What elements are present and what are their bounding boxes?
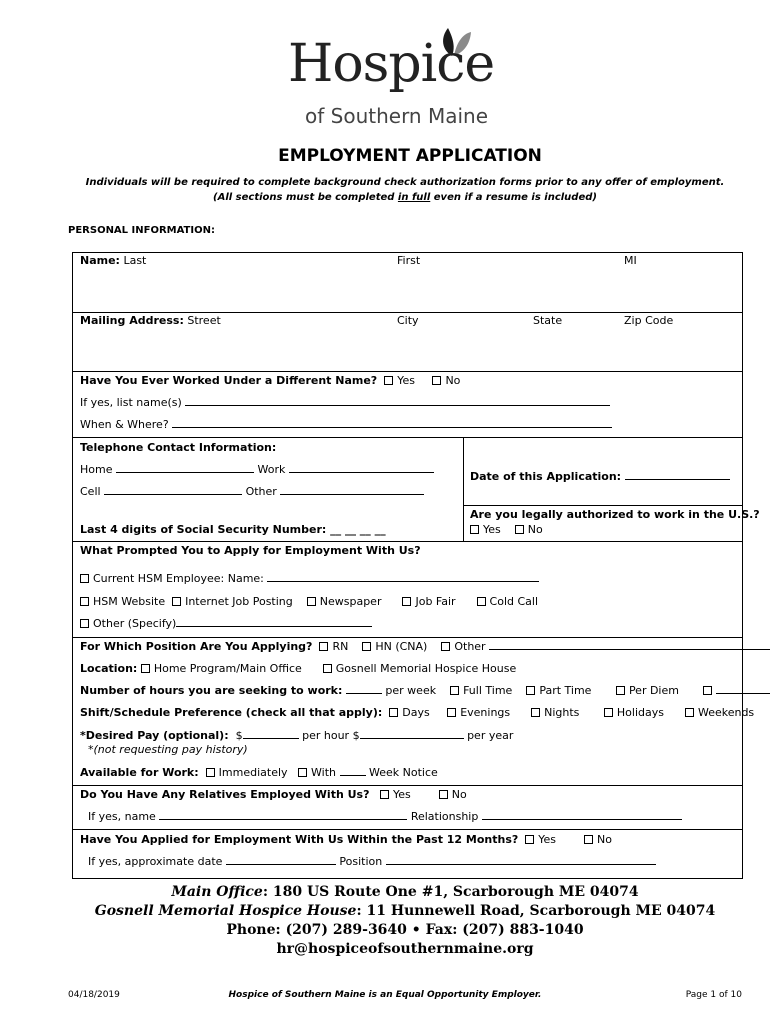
cell-phone-field[interactable] <box>104 485 242 495</box>
current-employee-row <box>80 572 539 585</box>
logo-subtitle: of Southern Maine <box>305 104 489 128</box>
main-office-address: : 180 US Route One #1, Scarborough ME 04074 <box>262 884 639 900</box>
newspaper-label: Newspaper <box>319 595 382 608</box>
last-name-label: Last <box>123 254 147 267</box>
nights-label: Nights <box>544 706 580 719</box>
different-name-row <box>80 374 460 387</box>
divider <box>72 541 742 542</box>
city-label: City <box>397 314 419 327</box>
other-hours-field[interactable] <box>716 684 770 694</box>
current-employee-name-field[interactable] <box>267 572 539 582</box>
divider <box>463 437 464 541</box>
relationship-field[interactable] <box>482 810 682 820</box>
notice-text-a: (All sections must be completed <box>213 192 398 203</box>
hours-row <box>80 684 770 697</box>
job-fair-checkbox[interactable] <box>402 597 411 606</box>
gosnell-line <box>0 903 770 919</box>
application-date-label: Date of this Application: <box>470 470 622 483</box>
other-phone-field[interactable] <box>280 485 424 495</box>
weekends-checkbox[interactable] <box>685 708 694 717</box>
logo-wordmark: Hospice <box>288 34 495 94</box>
location-label: Location: <box>80 662 138 675</box>
middle-initial-label: MI <box>624 254 637 267</box>
application-date-row <box>470 470 730 483</box>
page-number: Page 1 of 10 <box>685 990 742 1000</box>
shift-label: Shift/Schedule Preference (check all that apply): <box>80 706 383 719</box>
week-notice-label: Week Notice <box>369 766 438 779</box>
home-phone-label: Home <box>80 463 113 476</box>
different-name-question: Have You Ever Worked Under a Different Name? <box>80 374 378 387</box>
applied-before-question: Have You Applied for Employment With Us Within the Past 12 Months? <box>80 833 519 846</box>
yes-label: Yes <box>538 833 557 846</box>
relationship-label: Relationship <box>410 810 479 823</box>
main-office-line <box>0 884 770 900</box>
applied-position-field[interactable] <box>386 855 656 865</box>
email-link[interactable]: hr@hospiceofsouthernmaine.org <box>276 941 534 957</box>
source-row <box>80 595 538 608</box>
current-employee-checkbox[interactable] <box>80 574 89 583</box>
weeks-notice-checkbox[interactable] <box>298 768 307 777</box>
availability-label: Available for Work: <box>80 766 199 779</box>
applied-position-label: Position <box>339 855 383 868</box>
ssn-label: Last 4 digits of Social Security Number: <box>80 523 327 536</box>
per-diem-label: Per Diem <box>628 684 679 697</box>
per-hour-label: per hour <box>302 729 350 742</box>
other-position-label: Other <box>454 640 486 653</box>
position-question: For Which Position Are You Applying? <box>80 640 313 653</box>
authorized-no-checkbox[interactable] <box>515 525 524 534</box>
notice-text-b: even if a resume is included) <box>430 192 597 203</box>
prompted-question: What Prompted You to Apply for Employment With Us? <box>80 544 421 557</box>
per-week-label: per week <box>385 684 437 697</box>
other-position-field[interactable] <box>489 640 770 650</box>
list-names-label: If yes, list name(s) <box>80 396 182 409</box>
divider <box>72 437 742 438</box>
last-name-field[interactable] <box>80 270 380 310</box>
internet-posting-checkbox[interactable] <box>172 597 181 606</box>
per-diem-checkbox[interactable] <box>616 686 625 695</box>
when-where-row <box>80 418 612 431</box>
home-phone-field[interactable] <box>116 463 254 473</box>
home-program-checkbox[interactable] <box>141 664 150 673</box>
applied-date-field[interactable] <box>226 855 336 865</box>
authorized-yes-checkbox[interactable] <box>470 525 479 534</box>
hsm-website-label: HSM Website <box>93 595 166 608</box>
position-row <box>80 640 770 653</box>
ssn-field[interactable]: __ __ __ __ <box>330 523 386 536</box>
gosnell-label: Gosnell Memorial Hospice House <box>335 662 517 675</box>
full-time-label: Full Time <box>463 684 513 697</box>
work-phone-label: Work <box>257 463 286 476</box>
desired-pay-row <box>80 729 513 742</box>
per-year-label: per year <box>467 729 514 742</box>
pay-per-hour-field[interactable] <box>243 729 299 739</box>
home-program-label: Home Program/Main Office <box>153 662 302 675</box>
divider <box>72 829 742 830</box>
state-field[interactable] <box>533 330 613 368</box>
cell-other-row <box>80 485 424 498</box>
hours-label: Number of hours you are seeking to work: <box>80 684 343 697</box>
relatives-yes-checkbox[interactable] <box>380 790 389 799</box>
immediately-label: Immediately <box>218 766 288 779</box>
when-where-field[interactable] <box>172 418 612 428</box>
pay-per-year-field[interactable] <box>360 729 464 739</box>
state-label: State <box>533 314 563 327</box>
notice-line-2 <box>0 192 770 203</box>
relative-name-field[interactable] <box>159 810 407 820</box>
relatives-row <box>80 788 467 801</box>
no-label: No <box>527 523 543 536</box>
evenings-label: Evenings <box>460 706 511 719</box>
weekends-label: Weekends <box>697 706 755 719</box>
with-label: With <box>311 766 337 779</box>
other-source-checkbox[interactable] <box>80 619 89 628</box>
holidays-checkbox[interactable] <box>604 708 613 717</box>
divider <box>72 637 742 638</box>
immediately-checkbox[interactable] <box>206 768 215 777</box>
applied-date-row <box>88 855 656 868</box>
city-field[interactable] <box>397 330 517 368</box>
zip-label: Zip Code <box>624 314 674 327</box>
relative-name-row <box>88 810 682 823</box>
hsm-website-checkbox[interactable] <box>80 597 89 606</box>
middle-initial-field[interactable] <box>624 270 724 310</box>
dollar-sign: $ <box>235 729 243 742</box>
cold-call-label: Cold Call <box>489 595 539 608</box>
rn-checkbox[interactable] <box>319 642 328 651</box>
desired-pay-label: *Desired Pay (optional): <box>80 729 229 742</box>
evenings-checkbox[interactable] <box>447 708 456 717</box>
name-label: Name: <box>80 254 120 267</box>
other-source-row <box>80 617 372 630</box>
yes-label: Yes <box>392 788 411 801</box>
relatives-question: Do You Have Any Relatives Employed With Us? <box>80 788 370 801</box>
rn-label: RN <box>332 640 349 653</box>
other-phone-label: Other <box>245 485 277 498</box>
street-label: Street <box>187 314 221 327</box>
full-time-checkbox[interactable] <box>450 686 459 695</box>
divider <box>463 505 742 506</box>
divider <box>72 785 742 786</box>
relative-name-label: If yes, name <box>88 810 156 823</box>
other-position-checkbox[interactable] <box>441 642 450 651</box>
part-time-checkbox[interactable] <box>526 686 535 695</box>
name-row <box>80 254 146 267</box>
work-phone-field[interactable] <box>289 463 434 473</box>
main-office-label: Main Office <box>171 884 263 900</box>
address-label: Mailing Address: <box>80 314 184 327</box>
location-row <box>80 662 516 675</box>
applied-yes-checkbox[interactable] <box>525 835 534 844</box>
job-fair-label: Job Fair <box>415 595 456 608</box>
applied-before-row <box>80 833 612 846</box>
when-where-label: When & Where? <box>80 418 169 431</box>
no-label: No <box>597 833 612 846</box>
relatives-no-checkbox[interactable] <box>439 790 448 799</box>
divider <box>72 371 742 372</box>
no-label: No <box>451 788 467 801</box>
hn-cna-label: HN (CNA) <box>375 640 428 653</box>
equal-opportunity-statement: Hospice of Southern Maine is an Equal Opportunity Employer. <box>228 990 542 1000</box>
zip-field[interactable] <box>624 330 724 368</box>
application-date-field[interactable] <box>625 470 730 480</box>
list-names-row <box>80 396 610 409</box>
phone-fax-line: Phone: (207) 289-3640 • Fax: (207) 883-1040 <box>226 922 584 938</box>
authorized-options <box>470 523 543 536</box>
part-time-label: Part Time <box>539 684 592 697</box>
list-names-field[interactable] <box>185 396 610 406</box>
gosnell-house-label: Gosnell Memorial Hospice House <box>94 903 357 919</box>
newspaper-checkbox[interactable] <box>307 597 316 606</box>
section-personal-heading: PERSONAL INFORMATION: <box>68 225 215 236</box>
gosnell-house-address: : 11 Hunnewell Road, Scarborough ME 04074 <box>356 903 716 919</box>
notice-text-underlined: in full <box>397 192 431 203</box>
divider <box>72 312 742 313</box>
different-name-yes-checkbox[interactable] <box>384 376 393 385</box>
applied-date-label: If yes, approximate date <box>88 855 223 868</box>
gosnell-checkbox[interactable] <box>323 664 332 673</box>
ssn-row <box>80 523 386 536</box>
page-title: EMPLOYMENT APPLICATION <box>278 146 542 166</box>
hours-per-week-field[interactable] <box>346 684 382 694</box>
nights-checkbox[interactable] <box>531 708 540 717</box>
shift-row <box>80 706 754 719</box>
internet-posting-label: Internet Job Posting <box>185 595 293 608</box>
home-work-row <box>80 463 434 476</box>
hn-cna-checkbox[interactable] <box>362 642 371 651</box>
telephone-heading: Telephone Contact Information: <box>80 441 277 454</box>
availability-row <box>80 766 438 779</box>
pay-history-note: *(not requesting pay history) <box>88 743 248 756</box>
authorized-question: Are you legally authorized to work in the U.S.? <box>470 508 760 521</box>
yes-label: Yes <box>483 523 501 536</box>
footer-date: 04/18/2019 <box>68 990 120 1000</box>
other-hours-checkbox[interactable] <box>703 686 712 695</box>
different-name-no-checkbox[interactable] <box>432 376 441 385</box>
current-employee-label: Current HSM Employee: Name: <box>93 572 264 585</box>
holidays-label: Holidays <box>616 706 664 719</box>
first-name-label: First <box>397 254 421 267</box>
dollar-sign: $ <box>352 729 360 742</box>
weeks-notice-field[interactable] <box>340 766 366 776</box>
other-source-field[interactable] <box>176 617 372 627</box>
days-checkbox[interactable] <box>389 708 398 717</box>
yes-label: Yes <box>397 374 415 387</box>
address-row <box>80 314 221 327</box>
cold-call-checkbox[interactable] <box>477 597 486 606</box>
first-name-field[interactable] <box>397 270 607 310</box>
applied-no-checkbox[interactable] <box>584 835 593 844</box>
no-label: No <box>445 374 461 387</box>
other-source-label: Other (Specify) <box>93 617 177 630</box>
notice-line-1: Individuals will be required to complete background check authorization forms prior to any offer of employment. <box>85 177 725 188</box>
days-label: Days <box>402 706 430 719</box>
street-field[interactable] <box>80 330 380 368</box>
cell-phone-label: Cell <box>80 485 101 498</box>
